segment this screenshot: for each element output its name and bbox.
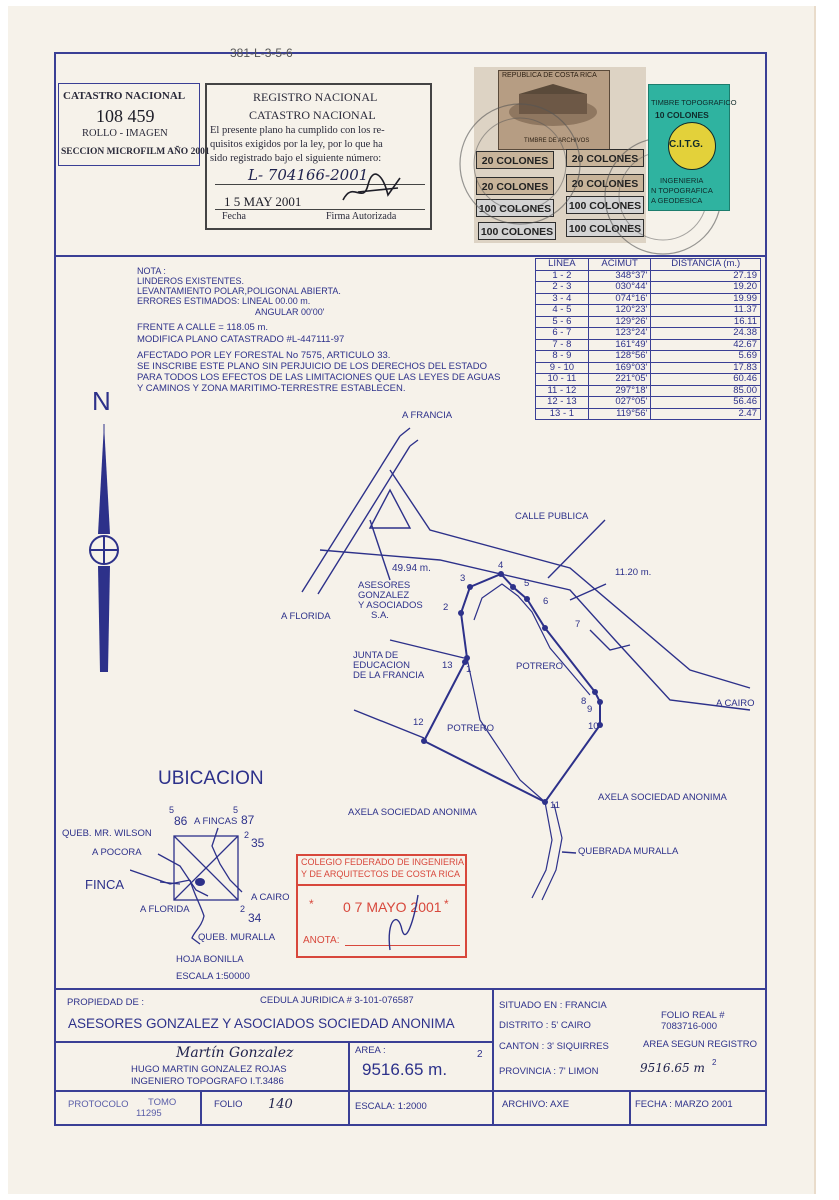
map-label-a-francia: A FRANCIA [402,410,453,421]
footer-vline [200,1092,202,1126]
distance-cell: 60.46 [651,374,761,386]
protocolo-label: PROTOCOLO [68,1099,129,1110]
green-stamp-top: TIMBRE TOPOGRAFICO [651,98,737,107]
footer-vline [348,1041,350,1126]
line-cell: 8 - 9 [536,351,589,363]
tomo-label: TOMO [148,1097,177,1108]
map-label-asesores: GONZALEZ [358,590,410,601]
azimuth-table [535,258,761,420]
map-label-potrero: POTRERO [516,661,563,672]
table-row [536,282,761,294]
vertex-label: 6 [543,596,549,607]
catastro-rollo: ROLLO - IMAGEN [82,128,168,139]
engineer-signature: Martín Gonzalez [176,1045,294,1061]
distance-cell: 16.11 [651,316,761,328]
map-label-potrero: POTRERO [447,723,494,734]
canton: CANTON : 3' SIQUIRRES [499,1041,609,1052]
footer-divider [54,988,767,990]
ubicacion-finca: FINCA [85,877,124,892]
colegio-stamp-divider [296,884,467,886]
stamp-denomination: 100 COLONES [566,196,644,214]
note-line: MODIFICA PLANO CATASTRADO #L-447111-97 [137,334,345,345]
ubicacion-number: 2 [244,830,250,840]
distance-cell: 27.19 [651,270,761,282]
registro-signature [338,170,408,212]
provincia: PROVINCIA : 7' LIMON [499,1066,599,1077]
table-row [536,339,761,351]
map-label-calle-publica: CALLE PUBLICA [515,511,589,522]
ubicacion-number: 2 [240,904,246,914]
vertex-label: 4 [498,560,504,571]
stamp-denomination: 100 COLONES [566,219,644,237]
site-plan-map [270,400,760,920]
azimuth-cell: 169°03' [588,362,651,374]
map-label-distance-1120: 11.20 m. [615,567,652,578]
area-registro-sup: 2 [712,1058,717,1067]
table-row [536,362,761,374]
stamp-republic: REPUBLICA DE COSTA RICA [502,72,597,79]
stamp-denomination: 20 COLONES [566,174,644,192]
note-line: SE INSCRIBE ESTE PLANO SIN PERJUICIO DE LOS DERECHOS DEL ESTADO [137,361,487,372]
table-row [536,316,761,328]
distrito: DISTRITO : 5' CAIRO [499,1020,591,1031]
green-stamp-b2: N TOPOGRAFICA [651,186,713,195]
map-label-asesores: ASESORES [358,580,411,591]
vertex-label: 13 [442,660,453,671]
note-line: LINDEROS EXISTENTES. [137,276,245,286]
area-label: AREA : [355,1045,386,1056]
escala: ESCALA: 1:2000 [355,1101,427,1112]
green-stamp-logo: C.I.T.G. [669,139,703,150]
catastro-title: CATASTRO NACIONAL [63,90,186,102]
ubicacion-number: 86 [174,814,188,828]
map-label-junta: DE LA FRANCIA [353,670,425,681]
note-line: FRENTE A CALLE = 118.05 m. [137,322,269,333]
map-label-quebrada: QUEBRADA MURALLA [578,846,679,857]
owner-name: ASESORES GONZALEZ Y ASOCIADOS SOCIEDAD ANONIMA [68,1016,455,1031]
note-line: ERRORES ESTIMADOS: LINEAL 00.00 m. [137,296,311,306]
folio-label: FOLIO [214,1099,243,1110]
tomo-value: 11295 [136,1108,162,1119]
ubicacion-a-cairo: A CAIRO [251,892,290,903]
map-label-a-cairo: A CAIRO [716,698,755,709]
fecha: FECHA : MARZO 2001 [635,1099,733,1110]
azimuth-cell: 297°18' [588,385,651,397]
distance-cell: 17.83 [651,362,761,374]
table-row [536,270,761,282]
area-registro: 9516.65 m [640,1061,705,1075]
colegio-star: * [309,897,314,911]
file-reference: 381-L-3-5-6 [230,46,293,60]
north-label: N [92,386,111,416]
map-label-asesores: S.A. [371,610,389,621]
table-row [536,293,761,305]
table-header-row [536,259,761,271]
map-label-junta: JUNTA DE [353,650,399,661]
registro-text1: El presente plano ha cumplido con los re- [210,125,385,136]
azimuth-cell: 027°05' [588,397,651,409]
registro-firma-label: Firma Autorizada [326,211,397,222]
line-cell: 13 - 1 [536,408,589,420]
vertex-label: 2 [443,602,449,613]
distance-cell: 24.38 [651,328,761,340]
vertex-label: 11 [550,800,560,811]
table-row [536,351,761,363]
ubicacion-number: 34 [248,911,262,925]
registro-text3: sido registrado bajo el siguiente número: [210,153,382,164]
map-label-axela: AXELA SOCIEDAD ANONIMA [348,807,477,818]
line-cell: 2 - 3 [536,282,589,294]
stamp-denomination: 20 COLONES [476,177,554,195]
ubicacion-title: UBICACION [158,768,264,789]
north-arrow-icon [86,424,126,674]
map-label-a-florida: A FLORIDA [281,611,331,622]
distance-cell: 19.99 [651,293,761,305]
vertex-label: 7 [575,619,581,630]
folio-value: 140 [268,1097,293,1112]
note-line: PARA TODOS LOS EFECTOS DE LAS LIMITACIONES QUE LAS LEYES DE AGUAS [137,372,501,383]
map-label-distance-4994: 49.94 m. [392,563,431,574]
line-cell: 3 - 4 [536,293,589,305]
registro-plan-number: L- 704166-2001 [248,166,369,184]
colegio-line1: COLEGIO FEDERADO DE INGENIERIA [301,857,465,867]
vertex-label: 1 [466,664,472,675]
column-header: DISTANCIA (m.) [651,259,761,271]
distance-cell: 42.67 [651,339,761,351]
ubicacion-escala: ESCALA 1:50000 [176,971,250,982]
distance-cell: 11.37 [651,305,761,317]
line-cell: 10 - 11 [536,374,589,386]
column-header: LINEA [536,259,589,271]
azimuth-cell: 120°23' [588,305,651,317]
vertex-label: 9 [587,704,593,715]
ubicacion-a-fincas: A FINCAS [194,816,238,827]
area-sup: 2 [477,1049,483,1060]
ubicacion-a-florida: A FLORIDA [140,904,190,915]
note-line: LEVANTAMIENTO POLAR,POLIGONAL ABIERTA. [137,286,341,296]
table-row [536,385,761,397]
catastro-seccion: SECCION MICROFILM AÑO 2001 [61,147,210,157]
green-stamp-b1: INGENIERIA [660,176,704,185]
ubicacion-number: 35 [251,836,265,850]
registro-text2: quisitos exigidos por la ley, por lo que ha [210,139,383,150]
distance-cell: 5.69 [651,351,761,363]
stamp-denomination: 20 COLONES [566,149,644,167]
distance-cell: 56.46 [651,397,761,409]
table-row [536,374,761,386]
map-label-junta: EDUCACION [353,660,411,671]
ubicacion-number: 5 [169,805,175,815]
line-cell: 1 - 2 [536,270,589,282]
note-line: AFECTADO POR LEY FORESTAL No 7575, ARTICULO 33. [137,350,391,361]
archivo: ARCHIVO: AXE [502,1099,570,1110]
registro-line2: CATASTRO NACIONAL [249,108,376,122]
ubicacion-a-pocora: A POCORA [92,847,142,858]
column-header: ACIMUT [588,259,651,271]
footer-vline [629,1092,631,1126]
map-label-axela: AXELA SOCIEDAD ANONIMA [598,792,727,803]
engineer-name: HUGO MARTIN GONZALEZ ROJAS [131,1064,287,1075]
distance-cell: 2.47 [651,408,761,420]
catastro-number: 108 459 [96,106,155,126]
vertex-label: 5 [524,578,530,589]
colegio-anota: ANOTA: [303,935,340,946]
table-row [536,328,761,340]
stamp-denomination: 20 COLONES [476,151,554,169]
vertex-label: 8 [581,696,587,707]
map-label-asesores: Y ASOCIADOS [358,600,423,611]
note-line: ANGULAR 00'00' [255,307,325,317]
green-stamp-value: 10 COLONES [655,110,709,120]
footer-hline [54,1041,492,1043]
ubicacion-hoja: HOJA BONILLA [176,954,244,965]
colegio-star: * [444,897,449,911]
azimuth-cell: 129°26' [588,316,651,328]
ubicacion-queb-muralla: QUEB. MURALLA [198,932,276,943]
vertex-label: 3 [460,573,466,584]
line-cell: 9 - 10 [536,362,589,374]
vertex-label: 12 [413,717,424,728]
azimuth-cell: 161°49' [588,339,651,351]
ubicacion-number: 87 [241,813,255,827]
distance-cell: 85.00 [651,385,761,397]
area-registro-label: AREA SEGUN REGISTRO [643,1039,758,1050]
azimuth-cell: 128°56' [588,351,651,363]
colegio-signature [384,890,424,960]
engineer-title: INGENIERO TOPOGRAFO I.T.3486 [131,1076,284,1087]
registro-line1: REGISTRO NACIONAL [253,90,378,104]
vertex-label: 10 [588,721,599,732]
line-cell: 12 - 13 [536,397,589,409]
line-cell: 11 - 12 [536,385,589,397]
cedula-juridica: CEDULA JURIDICA # 3-101-076587 [260,995,414,1006]
colegio-date: 0 7 MAYO 2001 [343,899,442,915]
area-value: 9516.65 m. [362,1060,448,1079]
note-line: NOTA : [137,266,166,276]
stamp-archive: TIMBRE DE ARCHIVOS [524,138,590,144]
location-map [130,820,260,950]
line-cell: 6 - 7 [536,328,589,340]
green-stamp-b3: A GEODESICA [651,196,703,205]
registro-fecha-label: Fecha [222,211,246,222]
ubicacion-number: 5 [233,805,239,815]
table-row [536,305,761,317]
azimuth-cell: 119°56' [588,408,651,420]
footer-hline [54,1090,767,1092]
footer-vline [492,988,494,1126]
registro-date: 1 5 MAY 2001 [224,194,302,209]
azimuth-cell: 221°05' [588,374,651,386]
situado-en: SITUADO EN : FRANCIA [499,1000,607,1011]
propiedad-label: PROPIEDAD DE : [67,997,145,1008]
stamp-denomination: 100 COLONES [476,199,554,217]
distance-cell: 19.20 [651,282,761,294]
folio-real-label: FOLIO REAL # [661,1010,725,1021]
ubicacion-queb-wilson: QUEB. MR. WILSON [62,828,152,839]
line-cell: 5 - 6 [536,316,589,328]
line-cell: 7 - 8 [536,339,589,351]
note-line: Y CAMINOS Y ZONA MARITIMO-TERRESTRE ESTABLECEN. [137,383,406,394]
colegio-line2: Y DE ARQUITECTOS DE COSTA RICA [301,869,461,879]
azimuth-cell: 348°37' [588,270,651,282]
azimuth-cell: 123°24' [588,328,651,340]
azimuth-cell: 030°44' [588,282,651,294]
azimuth-cell: 074°16' [588,293,651,305]
stamp-denomination: 100 COLONES [478,222,556,240]
line-cell: 4 - 5 [536,305,589,317]
folio-real-value: 7083716-000 [661,1021,717,1032]
